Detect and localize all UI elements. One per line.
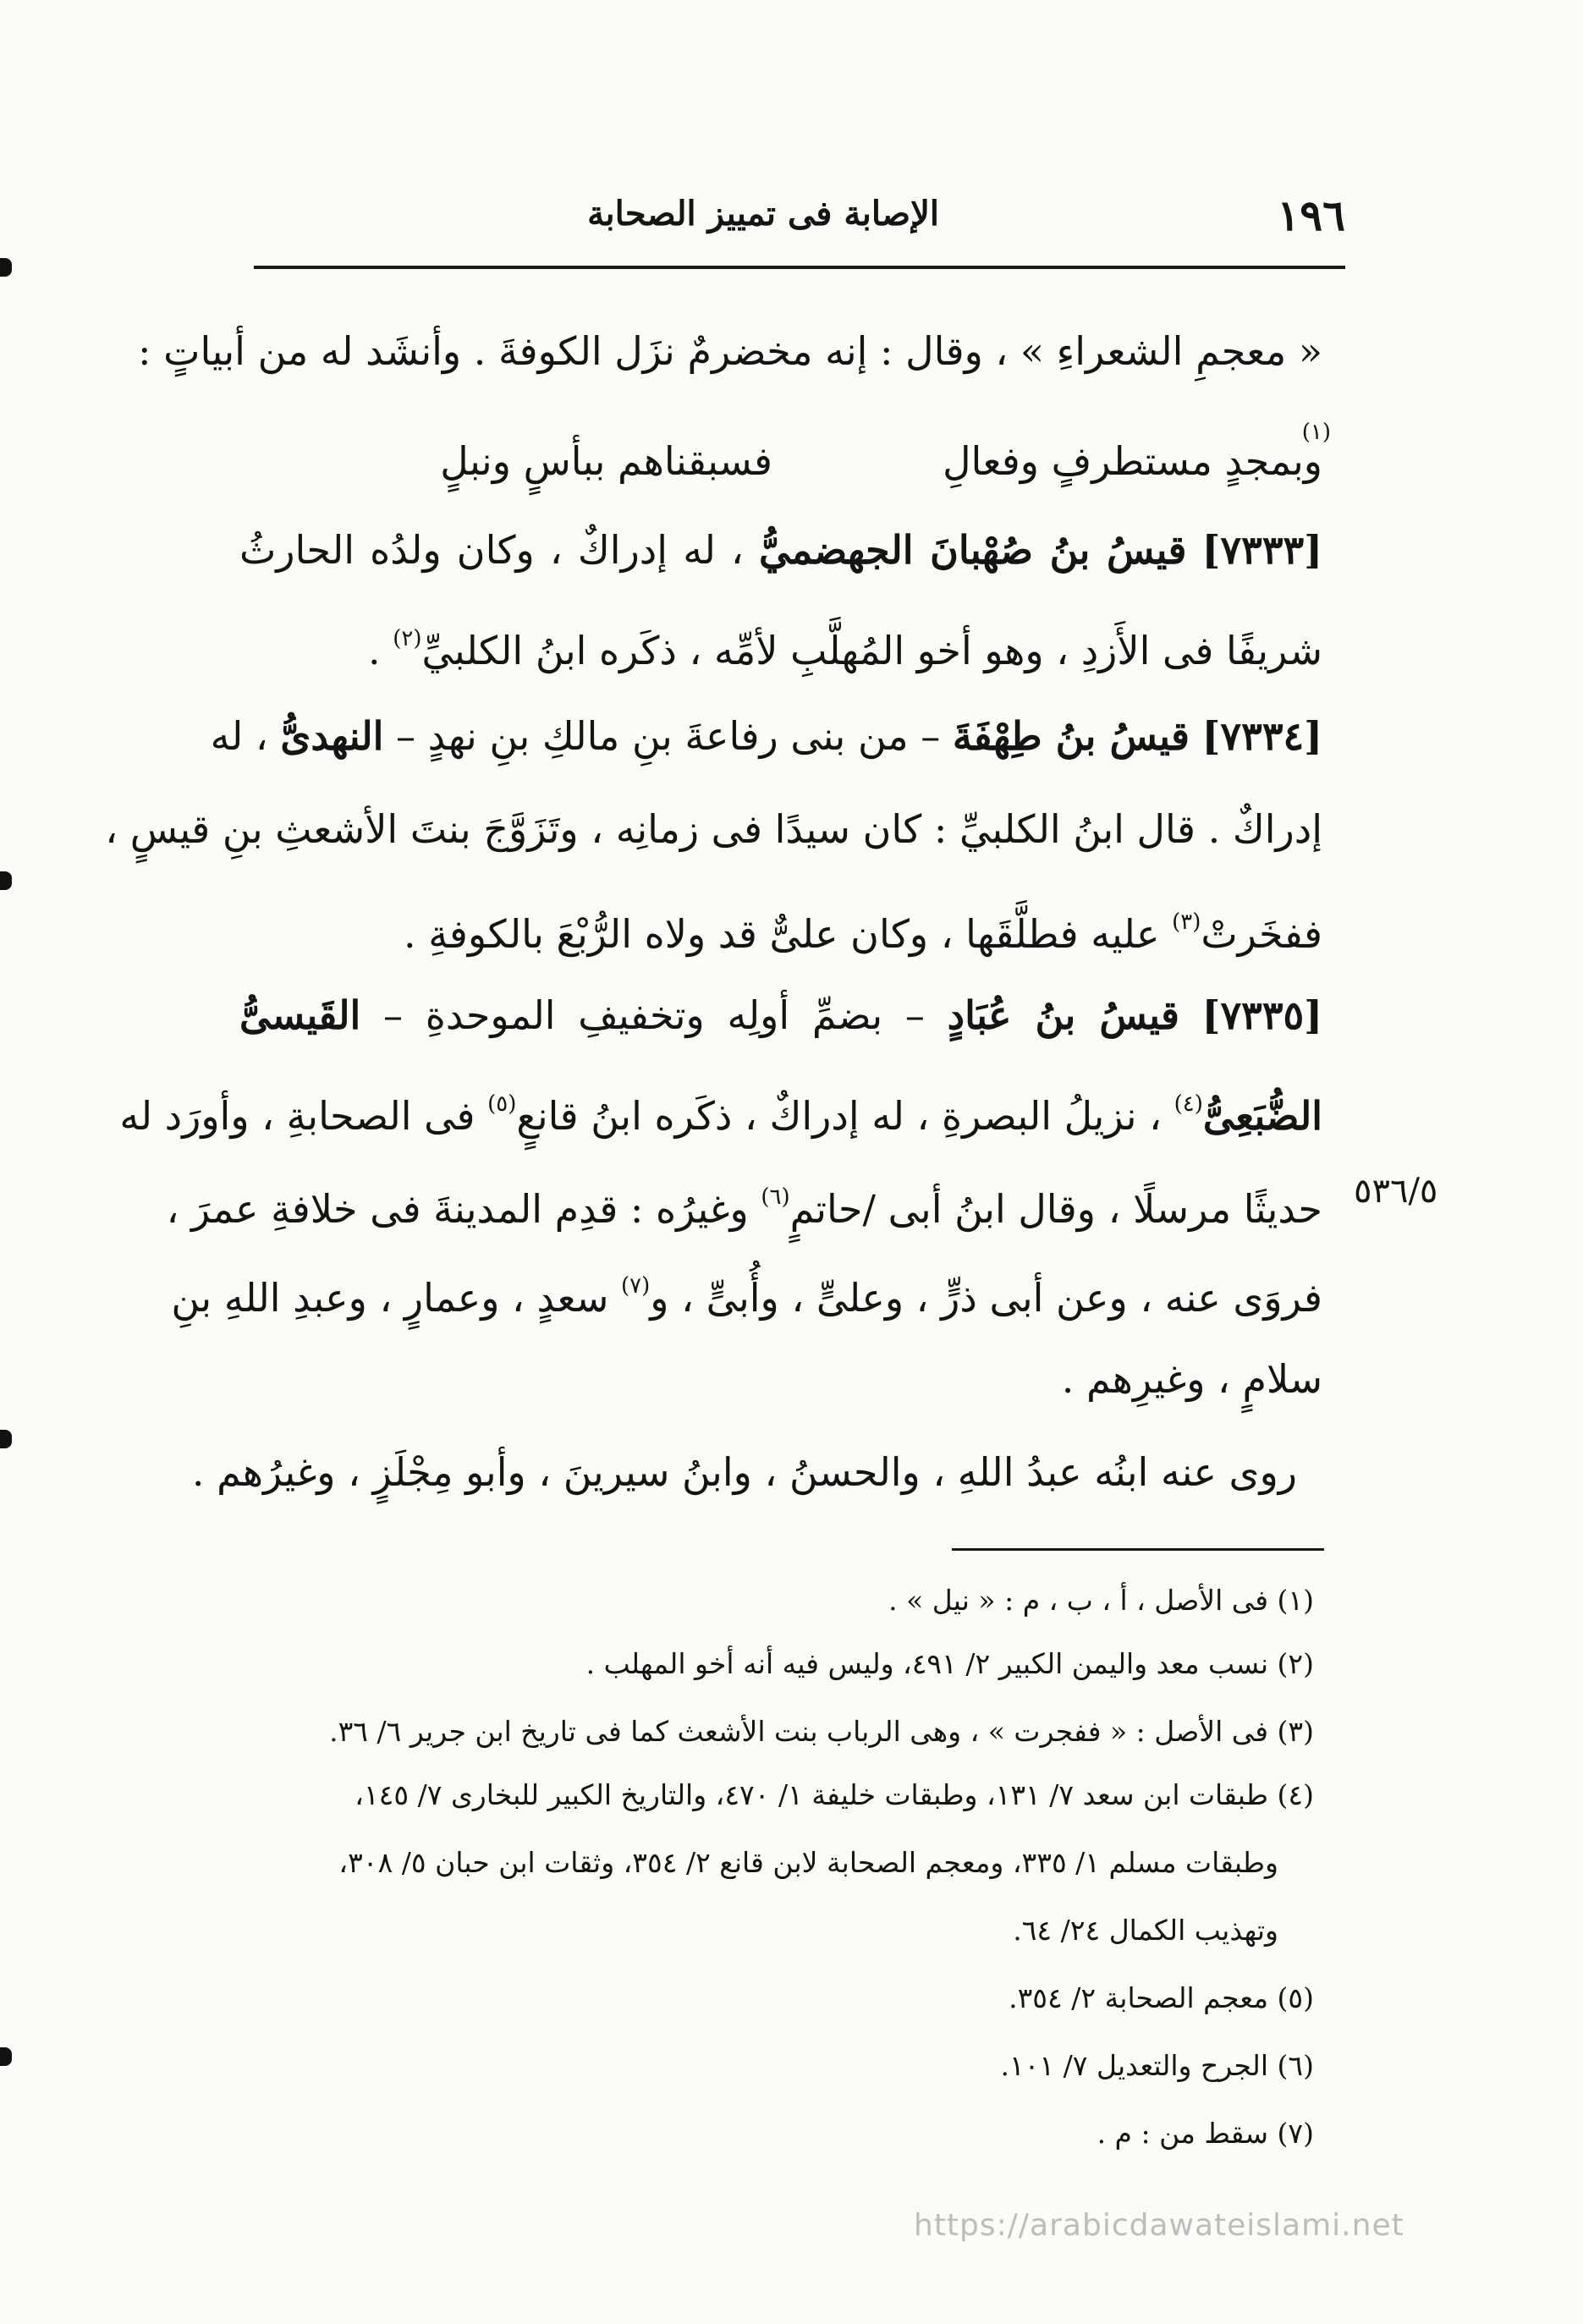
footnote-ref: (١) [1301,420,1331,445]
body-text: شريفًا فى الأَزدِ ، وهو أخو المُهلَّبِ لأمِّه ، ذكَره ابنُ الكلبيِّ [421,628,1322,673]
running-title: الإصابة فى تمييز الصحابة [587,194,939,233]
entry-7335-line-6 [191,1447,1297,1497]
entry-7335-line-5 [239,1354,1322,1404]
body-text: سلامٍ ، وغيرِهم . [1061,1356,1322,1402]
body-text: ففخَرتْ [1201,911,1322,957]
verse-hemistich-right: وبمجدٍ مستطرفٍ وفعالِ [943,438,1322,484]
footnote-ref: (٥) [487,1091,517,1117]
entry-name: قيسُ بنُ صُهْبانَ الجهضميُّ [759,527,1187,573]
page-number: ١٩٦ [1277,190,1345,240]
entry-name: قيسُ بنُ عُبَادٍ [947,992,1179,1038]
verse [239,420,1331,486]
body-text: « معجمِ الشعراءِ » ، وقال : إنه مخضرمٌ نزَل الكوفةَ . وأنشَد له من أبياتٍ : [138,328,1322,374]
footnote-2: (٢) نسب معد واليمن الكبير ٢/ ٤٩١، وليس فيه أنه أخو المهلب . [585,1647,1314,1680]
body-text: روى عنه ابنُه عبدُ اللهِ ، والحسنُ ، وابنُ سيرينَ ، وأبو مِجْلَزٍ ، وغيرُهم . [191,1449,1297,1495]
footnote-6: (٦) الجرح والتعديل ٧/ ١٠١. [1000,2049,1314,2082]
body-text: – من بنى رفاعةَ بنِ مالكِ بنِ نهدٍ – [396,713,941,759]
watermark-url: https://arabicdawateislami.net [914,2208,1404,2243]
entry-nisba: النهدىُّ [280,713,384,759]
scan-edge-mark [0,1430,12,1448]
footnote-1: (١) فى الأصل ، أ ، ب ، م : « نيل » . [888,1584,1314,1617]
footnote-ref: (٣) [1172,909,1201,935]
body-text: فروَى عنه ، وعن أبى ذرٍّ ، وعلىٍّ ، وأُبىٍّ ، و [650,1275,1322,1321]
footnote-ref: (٤) [1174,1091,1203,1117]
footnote-rule [952,1548,1324,1551]
body-line [138,326,1322,376]
entry-7333-line-2 [239,613,1322,676]
body-text: ، له إدراكٌ ، وكان ولدُه الحارثُ [239,527,744,573]
entry-7334-line-3 [239,897,1322,959]
running-header [254,190,1345,250]
entry-nisba: الضُّبَعِىُّ [1202,1093,1322,1139]
footnote-5: (٥) معجم الصحابة ٢/ ٣٥٤. [1009,1981,1314,2014]
body-text: حديثًا مرسلًا ، وقال ابنُ أبى /حاتمٍ [789,1186,1322,1232]
entry-name: قيسُ بنُ طِهْفَةَ [952,713,1190,759]
body-text: عليه فطلَّقَها ، وكان علىٌّ قد ولاه الرُّبْعَ بالكوفةِ . [404,911,1160,957]
scan-edge-mark [0,2047,12,2066]
footnote-ref: (٢) [393,626,422,651]
entry-nisba: القَيسىُّ [239,992,361,1038]
body-text: – بضمِّ أولِه وتخفيفِ الموحدةِ – [383,992,925,1038]
entry-7335-line-1 [239,990,1322,1041]
entry-7335-line-4 [171,1261,1322,1323]
entry-number: [٧٣٣٣] [1201,527,1322,573]
entry-7333-line-1 [239,525,1322,575]
footnote-7: (٧) سقط من : م . [1097,2117,1314,2150]
entry-7334-line-1 [210,711,1322,761]
margin-reference: ٥٣٦/٥ [1354,1172,1438,1211]
body-text: . [368,628,381,673]
scan-edge-mark [0,258,12,277]
footnote-4-cont: وطبقات مسلم ١/ ٣٣٥، ومعجم الصحابة لابن قانع ٢/ ٣٥٤، وثقات ابن حبان ٥/ ٣٠٨، [338,1846,1278,1879]
header-rule [254,266,1345,269]
footnote-ref: (٧) [621,1273,651,1299]
footnote-ref: (٦) [761,1184,790,1210]
body-text: إدراكٌ . قال ابنُ الكلبيِّ : كان سيدًا فى زمانِه ، وتَزَوَّجَ بنتَ الأشعثِ بنِ قيسٍ ، [105,806,1322,852]
body-text: فى الصحابةِ ، وأورَد له [119,1093,475,1139]
entry-7335-line-3 [166,1172,1322,1234]
body-text: ، له [210,713,268,759]
entry-7334-line-2 [105,804,1322,854]
footnote-4-cont: وتهذيب الكمال ٢٤/ ٦٤. [1013,1914,1278,1947]
footnote-3: (٣) فى الأصل : « ففجرت » ، وهى الرباب بنت الأشعث كما فى تاريخ ابن جرير ٦/ ٣٦. [329,1715,1314,1748]
scan-edge-mark [0,871,12,890]
verse-hemistich-left: فسبقناهم ببأسٍ ونبلٍ [440,438,772,484]
body-text: وغيرُه : قدِم المدينةَ فى خلافةِ عمرَ ، [166,1186,749,1232]
entry-number: [٧٣٣٤] [1201,713,1322,759]
entry-number: [٧٣٣٥] [1201,992,1323,1038]
footnote-4: (٤) طبقات ابن سعد ٧/ ١٣١، وطبقات خليفة ١/ ٤٧٠، والتاريخ الكبير للبخارى ٧/ ١٤٥، [355,1778,1314,1811]
body-text: سعدٍ ، وعمارٍ ، وعبدِ اللهِ بنِ [171,1275,609,1321]
entry-7335-line-2 [119,1079,1322,1141]
body-text: ، نزيلُ البصرةِ ، له إدراكٌ ، ذكَره ابنُ قانعٍ [516,1093,1162,1139]
